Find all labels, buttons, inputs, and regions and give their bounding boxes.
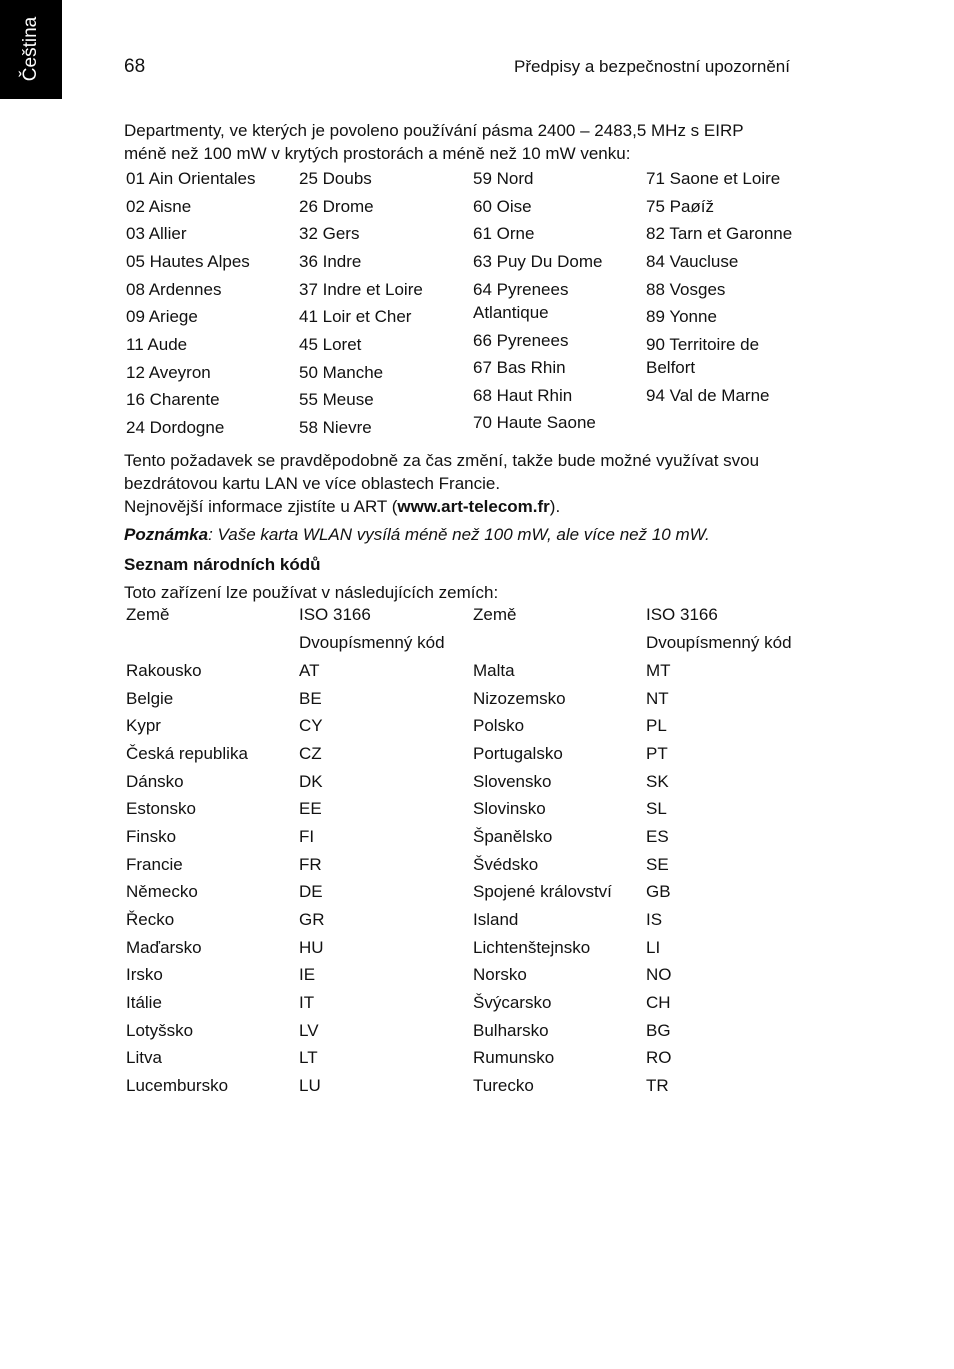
- header-iso-right: ISO 3166: [646, 605, 718, 624]
- country-code: IS: [646, 910, 663, 929]
- department-col4-item: Belfort: [646, 358, 696, 377]
- country-code: PT: [646, 744, 668, 763]
- country-name: Lichtenštejnsko: [473, 938, 591, 957]
- department-col1-item: 03 Allier: [126, 224, 187, 243]
- department-col1-item: 16 Charente: [126, 390, 220, 409]
- department-col3-item: 61 Orne: [473, 224, 535, 243]
- country-code: FR: [299, 855, 322, 874]
- country-code: AT: [299, 661, 320, 680]
- country-code: MT: [646, 661, 671, 680]
- department-col2-item: 55 Meuse: [299, 390, 374, 409]
- para-line-3: [124, 495, 560, 518]
- country-name: Finsko: [126, 827, 177, 846]
- department-col3-item: 68 Haut Rhin: [473, 386, 573, 405]
- department-col2-item: 32 Gers: [299, 224, 360, 243]
- country-code: DE: [299, 882, 323, 901]
- country-name: Litva: [126, 1048, 162, 1067]
- intro-line-2: méně než 100 mW v krytých prostorách a méně než 10 mW venku:: [124, 144, 631, 163]
- para-line-2: bezdrátovou kartu LAN ve více oblastech Francie.: [124, 474, 501, 493]
- country-name: Itálie: [126, 993, 162, 1012]
- country-code: HU: [299, 938, 324, 957]
- department-col4-item: 71 Saone et Loire: [646, 169, 781, 188]
- country-name: Kypr: [126, 716, 161, 735]
- country-code: DK: [299, 772, 323, 791]
- department-col4-item: 75 Paøíž: [646, 197, 715, 216]
- department-col3-item: 66 Pyrenees: [473, 331, 569, 350]
- country-code: NT: [646, 689, 669, 708]
- country-name: Lucembursko: [126, 1076, 229, 1095]
- header-iso-left: ISO 3166: [299, 605, 371, 624]
- header-iso-sub-left: Dvoupísmenný kód: [299, 633, 445, 652]
- country-code: NO: [646, 965, 672, 984]
- country-name: Bulharsko: [473, 1021, 549, 1040]
- country-code: SL: [646, 799, 667, 818]
- department-col1-item: 05 Hautes Alpes: [126, 252, 250, 271]
- department-col2-item: 37 Indre et Loire: [299, 280, 423, 299]
- department-col2-item: 25 Doubs: [299, 169, 372, 188]
- country-name: Španělsko: [473, 827, 553, 846]
- country-name: Švýcarsko: [473, 993, 552, 1012]
- department-col1-item: 08 Ardennes: [126, 280, 222, 299]
- codes-heading: Seznam národních kódů: [124, 555, 321, 574]
- language-side-tab: [0, 0, 62, 99]
- header-country-left: Země: [126, 605, 170, 624]
- header-title: Předpisy a bezpečnostní upozornění: [514, 57, 790, 76]
- country-name: Lotyšsko: [126, 1021, 194, 1040]
- department-col2-item: 58 Nievre: [299, 418, 372, 437]
- header-country-right: Země: [473, 605, 517, 624]
- country-name: Portugalsko: [473, 744, 563, 763]
- country-code: RO: [646, 1048, 672, 1067]
- country-name: Slovensko: [473, 772, 552, 791]
- department-col1-item: 02 Aisne: [126, 197, 192, 216]
- country-code: LT: [299, 1048, 318, 1067]
- department-col3-item: Atlantique: [473, 303, 549, 322]
- department-col3-item: 64 Pyrenees: [473, 280, 569, 299]
- note-label: Poznámka: [124, 525, 209, 544]
- para-line-3-end: ).: [549, 497, 561, 516]
- country-code: IE: [299, 965, 316, 984]
- country-code: CY: [299, 716, 323, 735]
- department-col4-item: 88 Vosges: [646, 280, 726, 299]
- country-name: Island: [473, 910, 519, 929]
- department-col1-item: 24 Dordogne: [126, 418, 225, 437]
- country-name: Německo: [126, 882, 198, 901]
- country-name: Česká republika: [126, 744, 248, 763]
- country-name: Francie: [126, 855, 183, 874]
- country-name: Řecko: [126, 910, 175, 929]
- page-number: 68: [124, 56, 146, 77]
- department-col4-item: 94 Val de Marne: [646, 386, 770, 405]
- country-code: BG: [646, 1021, 671, 1040]
- country-code: GB: [646, 882, 671, 901]
- country-name: Slovinsko: [473, 799, 546, 818]
- department-col2-item: 26 Drome: [299, 197, 374, 216]
- header-iso-sub-right: Dvoupísmenný kód: [646, 633, 792, 652]
- para-line-3-text: Nejnovější informace zjistíte u ART (: [124, 497, 398, 516]
- department-col4-item: 82 Tarn et Garonne: [646, 224, 793, 243]
- department-col2-item: 50 Manche: [299, 363, 384, 382]
- country-name: Rumunsko: [473, 1048, 555, 1067]
- department-col3-item: 70 Haute Saone: [473, 413, 596, 432]
- country-code: SK: [646, 772, 669, 791]
- department-col3-item: 63 Puy Du Dome: [473, 252, 603, 271]
- country-name: Malta: [473, 661, 515, 680]
- country-code: LV: [299, 1021, 319, 1040]
- country-name: Švédsko: [473, 855, 539, 874]
- codes-intro: Toto zařízení lze používat v následujících zemích:: [124, 583, 499, 602]
- department-col1-item: 12 Aveyron: [126, 363, 211, 382]
- country-code: GR: [299, 910, 325, 929]
- country-code: SE: [646, 855, 669, 874]
- country-code: BE: [299, 689, 322, 708]
- department-col2-item: 45 Loret: [299, 335, 362, 354]
- note-text: : Vaše karta WLAN vysílá méně než 100 mW, ale více než 10 mW.: [208, 525, 710, 544]
- department-col4-item: 84 Vaucluse: [646, 252, 739, 271]
- department-col3-item: 60 Oise: [473, 197, 532, 216]
- language-side-tab-label: Čeština: [20, 16, 41, 82]
- country-code: ES: [646, 827, 669, 846]
- department-col2-item: 36 Indre: [299, 252, 362, 271]
- country-code: PL: [646, 716, 667, 735]
- department-col4-item: 89 Yonne: [646, 307, 717, 326]
- para-line-1: Tento požadavek se pravděpodobně za čas změní, takže bude možné využívat svou: [124, 451, 760, 470]
- department-col2-item: 41 Loir et Cher: [299, 307, 412, 326]
- country-name: Polsko: [473, 716, 525, 735]
- department-col1-item: 01 Ain Orientales: [126, 169, 256, 188]
- department-col3-item: 59 Nord: [473, 169, 534, 188]
- country-name: Maďarsko: [126, 938, 202, 957]
- country-code: TR: [646, 1076, 669, 1095]
- country-name: Turecko: [473, 1076, 534, 1095]
- country-name: Dánsko: [126, 772, 184, 791]
- country-code: FI: [299, 827, 315, 846]
- country-code: EE: [299, 799, 322, 818]
- intro-line-1: Departmenty, ve kterých je povoleno používání pásma 2400 – 2483,5 MHz s EIRP: [124, 121, 744, 140]
- department-col1-item: 09 Ariege: [126, 307, 198, 326]
- department-col4-item: 90 Territoire de: [646, 335, 760, 354]
- department-col3-item: 67 Bas Rhin: [473, 358, 566, 377]
- country-code: CZ: [299, 744, 322, 763]
- country-name: Nizozemsko: [473, 689, 566, 708]
- note: [124, 523, 710, 546]
- country-code: CH: [646, 993, 671, 1012]
- country-name: Irsko: [126, 965, 163, 984]
- country-name: Norsko: [473, 965, 527, 984]
- country-name: Spojené království: [473, 882, 612, 901]
- department-col1-item: 11 Aude: [126, 335, 188, 354]
- art-telecom-link[interactable]: www.art-telecom.fr: [397, 497, 550, 516]
- country-code: LI: [646, 938, 661, 957]
- country-name: Estonsko: [126, 799, 196, 818]
- country-code: LU: [299, 1076, 321, 1095]
- country-code: IT: [299, 993, 315, 1012]
- country-name: Belgie: [126, 689, 174, 708]
- country-name: Rakousko: [126, 661, 202, 680]
